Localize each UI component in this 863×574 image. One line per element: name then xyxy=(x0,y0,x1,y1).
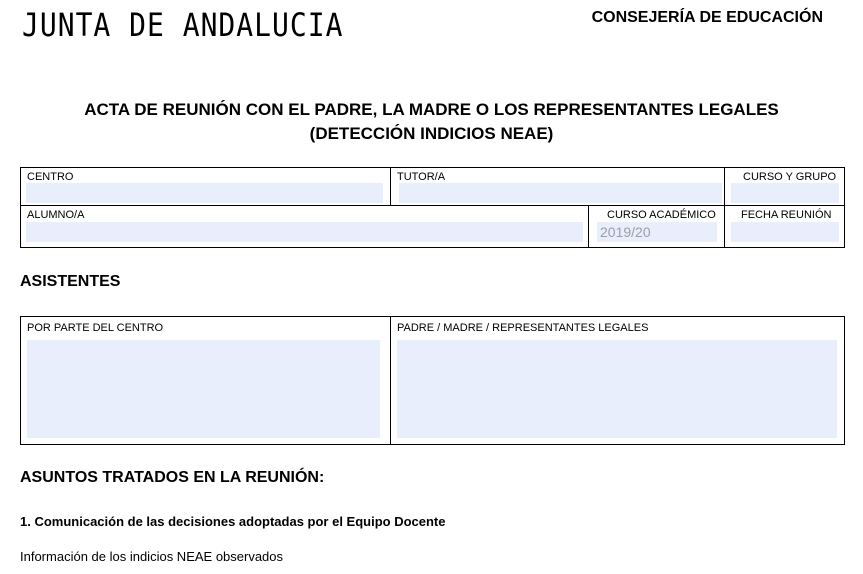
title-line-1: ACTA DE REUNIÓN CON EL PADRE, LA MADRE O LOS REPRESENTANTES LEGALES xyxy=(84,100,779,119)
fecha-label: FECHA REUNIÓN xyxy=(741,209,832,221)
title-line-2: (DETECCIÓN INDICIOS NEAE) xyxy=(309,124,554,143)
centro-label: CENTRO xyxy=(27,171,74,183)
asistentes-table xyxy=(20,316,845,445)
curso-grupo-field[interactable] xyxy=(731,183,839,203)
curso-academico-cell xyxy=(589,206,724,247)
curso-academico-field[interactable] xyxy=(597,222,717,242)
curso-academico-value: 2019/20 xyxy=(600,224,651,240)
centro-asistentes-cell xyxy=(21,317,390,444)
fecha-field[interactable] xyxy=(731,222,839,242)
asistentes-heading: ASISTENTES xyxy=(20,273,121,290)
asunto-item-1: 1. Comunicación de las decisiones adoptadas por el Equipo Docente xyxy=(20,514,446,529)
department-name: CONSEJERÍA DE EDUCACIÓN xyxy=(591,9,823,26)
centro-asistentes-label: POR PARTE DEL CENTRO xyxy=(27,322,164,334)
alumno-cell xyxy=(21,206,588,247)
tutor-cell xyxy=(391,168,724,205)
curso-academico-label: CURSO ACADÉMICO xyxy=(607,209,716,221)
alumno-label: ALUMNO/A xyxy=(27,209,85,221)
padres-asistentes-field[interactable] xyxy=(397,340,837,438)
identification-table xyxy=(20,167,845,248)
curso-grupo-label: CURSO Y GRUPO xyxy=(743,171,837,183)
padres-asistentes-cell xyxy=(391,317,844,444)
centro-cell xyxy=(21,168,390,205)
padres-asistentes-label: PADRE / MADRE / REPRESENTANTES LEGALES xyxy=(397,322,649,334)
fecha-cell xyxy=(725,206,844,247)
tutor-field[interactable] xyxy=(399,183,722,203)
alumno-field[interactable] xyxy=(26,222,583,242)
centro-field[interactable] xyxy=(26,183,383,203)
curso-grupo-cell xyxy=(725,168,844,205)
asunto-item-1-note: Información de los indicios NEAE observados xyxy=(20,549,284,564)
tutor-label: TUTOR/A xyxy=(397,171,446,183)
page-title xyxy=(0,98,863,146)
brand-logo: JUNTA DE ANDALUCIA xyxy=(22,6,344,44)
centro-asistentes-field[interactable] xyxy=(27,340,380,438)
asuntos-heading: ASUNTOS TRATADOS EN LA REUNIÓN: xyxy=(20,469,325,486)
